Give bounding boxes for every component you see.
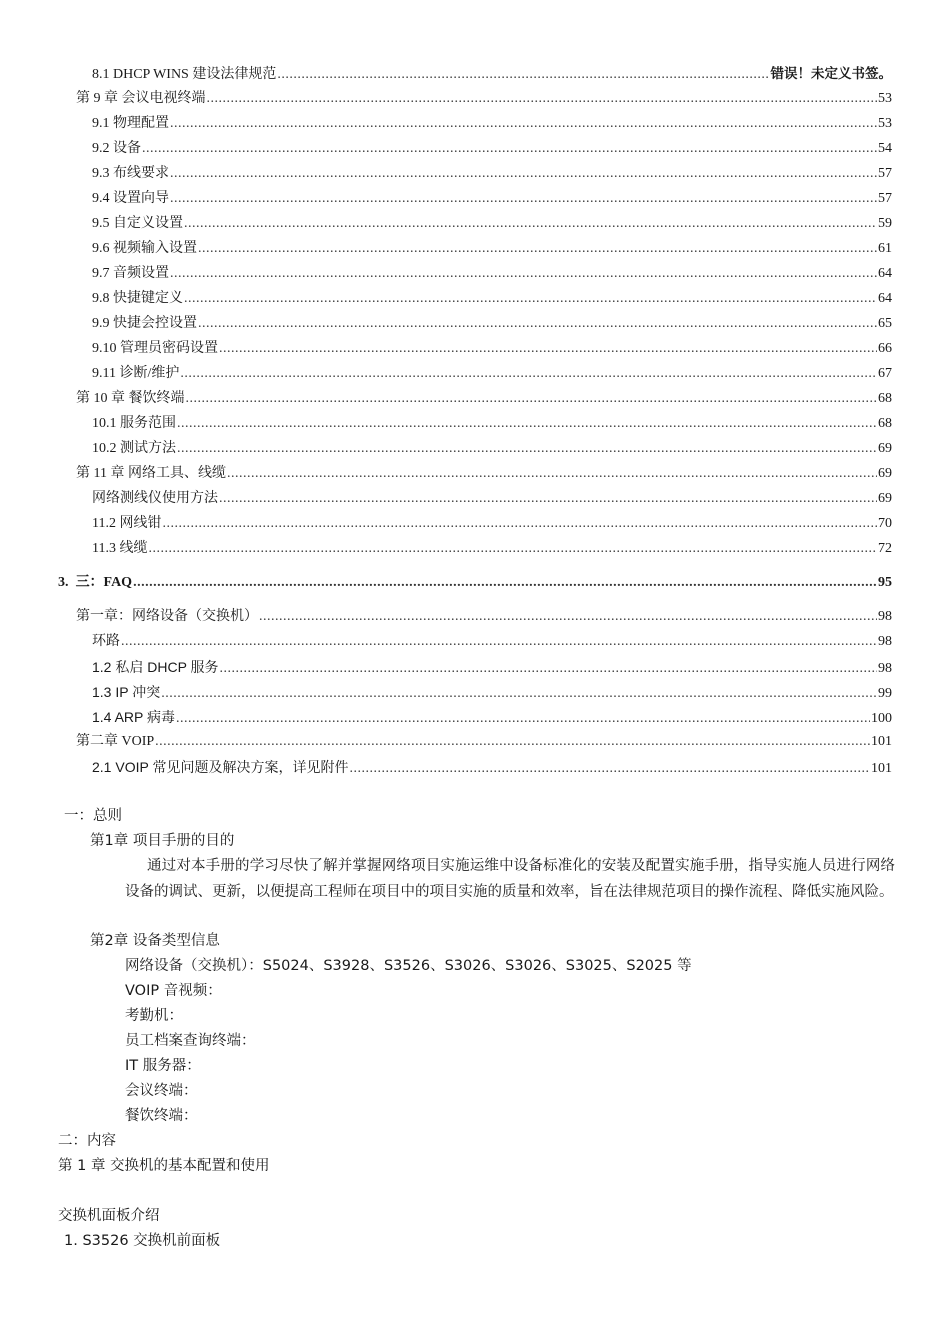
toc-leader-dots [180, 362, 877, 386]
toc-entry-faq-ch2[interactable] [76, 730, 892, 754]
toc-entry-9-4[interactable] [92, 187, 892, 211]
toc-entry-label: 9.2 设备 [92, 141, 141, 156]
toc-entry-1-2[interactable] [92, 655, 892, 679]
toc-entry-label: 9.5 自定义设置 [92, 216, 183, 231]
toc-entry-page: 错误！未定义书签。 [770, 66, 892, 82]
toc-entry-page: 101 [871, 734, 892, 749]
toc-entry-label: 第二章 VOIP [76, 734, 155, 749]
toc-entry-9-1[interactable] [92, 112, 892, 136]
toc-entry-10-2[interactable] [92, 437, 892, 461]
toc-entry-9-9[interactable] [92, 312, 892, 336]
toc-entry-page: 61 [878, 241, 892, 256]
toc-entry-page: 95 [878, 575, 892, 590]
toc-entry-ch9[interactable] [76, 87, 892, 111]
panel-item-s3526: 1. S3526 交换机前面板 [64, 1233, 221, 1249]
toc-entry-9-2[interactable] [92, 137, 892, 161]
toc-leader-dots [219, 337, 877, 361]
toc-entry-page: 67 [878, 366, 892, 381]
toc-leader-dots [170, 162, 877, 186]
toc-entry-label: 9.11 诊断/维护 [92, 366, 180, 381]
toc-entry-loop[interactable] [92, 630, 892, 654]
toc-leader-dots [133, 571, 877, 595]
toc-entry-number: 3. [58, 575, 69, 590]
toc-entry-page: 64 [878, 266, 892, 281]
device-item-archive-terminal: 员工档案查询终端： [125, 1033, 256, 1049]
toc-leader-dots [198, 312, 877, 336]
toc-leader-dots [184, 287, 877, 311]
toc-leader-dots [176, 707, 870, 731]
device-item-attendance: 考勤机： [125, 1008, 183, 1024]
toc-entry-page: 70 [878, 516, 892, 531]
toc-leader-dots [170, 112, 877, 136]
toc-entry-page: 69 [878, 466, 892, 481]
toc-entry-page: 72 [878, 541, 892, 556]
section-content-title: 二：内容 [58, 1133, 116, 1149]
toc-leader-dots [161, 682, 877, 706]
toc-entry-label: 第 11 章 网络工具、线缆 [76, 466, 226, 481]
device-item-it-server: IT 服务器： [125, 1058, 201, 1074]
toc-entry-page: 53 [878, 91, 892, 106]
toc-entry-page: 98 [878, 609, 892, 624]
toc-entry-page: 100 [871, 711, 892, 726]
toc-leader-dots [177, 437, 877, 461]
toc-entry-page: 68 [878, 391, 892, 406]
section-general-title: 一：总则 [64, 808, 122, 824]
toc-entry-ch10[interactable] [76, 387, 892, 411]
toc-entry-page: 53 [878, 116, 892, 131]
chapter1-title: 第1章 项目手册的目的 [90, 833, 235, 849]
toc-entry-10-1[interactable] [92, 412, 892, 436]
toc-entry-page: 69 [878, 491, 892, 506]
chapter2-title: 第2章 设备类型信息 [90, 933, 220, 949]
toc-entry-1-4[interactable] [92, 705, 892, 729]
toc-entry-label: 8.1 DHCP WINS 建设法律规范 [92, 67, 277, 82]
toc-entry-label: 11.2 网线钳 [92, 516, 162, 531]
device-item-voip: VOIP 音视频： [125, 983, 222, 999]
toc-entry-11-2[interactable] [92, 512, 892, 536]
toc-entry-label: 9.6 视频输入设置 [92, 241, 197, 256]
toc-entry-cable-tester[interactable] [92, 487, 892, 511]
toc-entry-label: 9.10 管理员密码设置 [92, 341, 218, 356]
toc-leader-dots [277, 63, 769, 87]
toc-entry-page: 54 [878, 141, 892, 156]
toc-leader-dots [207, 87, 878, 111]
panel-intro-heading: 交换机面板介绍 [58, 1208, 160, 1224]
toc-leader-dots [184, 212, 877, 236]
toc-entry-label: 第 9 章 会议电视终端 [76, 91, 206, 106]
toc-entry-9-7[interactable] [92, 262, 892, 286]
toc-entry-page: 65 [878, 316, 892, 331]
toc-entry-page: 69 [878, 441, 892, 456]
toc-entry-label: 9.9 快捷会控设置 [92, 316, 197, 331]
toc-entry-11-3[interactable] [92, 537, 892, 561]
toc-entry-ch11[interactable] [76, 462, 892, 486]
toc-entry-1-3[interactable] [92, 680, 892, 704]
toc-entry-label: 1.2 私启 DHCP 服务 [92, 659, 219, 675]
toc-leader-dots [177, 412, 877, 436]
toc-entry-page: 99 [878, 686, 892, 701]
toc-entry-label: 9.3 布线要求 [92, 166, 169, 181]
toc-entry-faq[interactable] [58, 571, 892, 595]
device-item-dining-terminal: 餐饮终端： [125, 1108, 198, 1124]
toc-entry-label: 三：FAQ [75, 575, 133, 590]
toc-entry-page: 59 [878, 216, 892, 231]
toc-entry-page: 64 [878, 291, 892, 306]
toc-entry-2-1[interactable] [92, 755, 892, 779]
chapter-switch-heading: 第 1 章 交换机的基本配置和使用 [58, 1158, 270, 1174]
toc-entry-9-5[interactable] [92, 212, 892, 236]
toc-leader-dots [259, 605, 877, 629]
toc-entry-9-6[interactable] [92, 237, 892, 261]
toc-leader-dots [148, 537, 877, 561]
toc-entry-page: 98 [878, 661, 892, 676]
toc-entry-label: 9.8 快捷键定义 [92, 291, 183, 306]
toc-leader-dots [142, 137, 877, 161]
toc-leader-dots [227, 462, 877, 486]
toc-entry-label: 环路 [92, 634, 120, 649]
toc-leader-dots [220, 657, 877, 681]
toc-entry-9-11[interactable] [92, 362, 892, 386]
toc-entry-label: 2.1 VOIP 常见问题及解决方案，详见附件 [92, 759, 349, 775]
toc-leader-dots [219, 487, 877, 511]
toc-leader-dots [349, 757, 870, 781]
toc-entry-label: 1.4 ARP 病毒 [92, 709, 176, 725]
toc-entry-9-10[interactable] [92, 337, 892, 361]
toc-entry-faq-ch1[interactable] [76, 605, 892, 629]
toc-entry-label: 10.2 测试方法 [92, 441, 176, 456]
toc-entry-label: 第 10 章 餐饮终端 [76, 391, 185, 406]
toc-entry-label: 网络测线仪使用方法 [92, 491, 218, 506]
toc-entry-page: 101 [871, 761, 892, 776]
toc-leader-dots [170, 262, 877, 286]
toc-entry-label: 第一章：网络设备（交换机） [76, 609, 258, 624]
toc-entry-9-3[interactable] [92, 162, 892, 186]
toc-entry-label: 9.7 音频设置 [92, 266, 169, 281]
device-item-meeting-terminal: 会议终端： [125, 1083, 198, 1099]
toc-entry-label: 9.1 物理配置 [92, 116, 169, 131]
toc-entry-page: 57 [878, 166, 892, 181]
toc-entry-page: 98 [878, 634, 892, 649]
toc-entry-page: 68 [878, 416, 892, 431]
toc-entry-label: 11.3 线缆 [92, 541, 148, 556]
toc-leader-dots [162, 512, 877, 536]
toc-leader-dots [155, 730, 870, 754]
toc-entry-page: 66 [878, 341, 892, 356]
toc-entry-page: 57 [878, 191, 892, 206]
toc-entry-label: 10.1 服务范围 [92, 416, 176, 431]
toc-leader-dots [198, 237, 877, 261]
toc-leader-dots [186, 387, 878, 411]
toc-entry-label: 1.3 IP 冲突 [92, 684, 161, 700]
toc-leader-dots [121, 630, 877, 654]
toc-entry-8-1[interactable] [92, 62, 892, 86]
toc-entry-label: 9.4 设置向导 [92, 191, 169, 206]
chapter1-paragraph: 通过对本手册的学习尽快了解并掌握网络项目实施运维中设备标准化的安装及配置实施手册，指导实施人员进行网络设备的调试、更新，以便提高工程师在项目中的项目实施的质量和效率，旨在法律规范项目的操作流程、降低实施风险。 [125, 858, 895, 900]
toc-leader-dots [170, 187, 877, 211]
device-item-network: 网络设备（交换机）：S5024、S3928、S3526、S3026、S3026、S3025、S2025 等 [125, 958, 692, 974]
toc-entry-9-8[interactable] [92, 287, 892, 311]
